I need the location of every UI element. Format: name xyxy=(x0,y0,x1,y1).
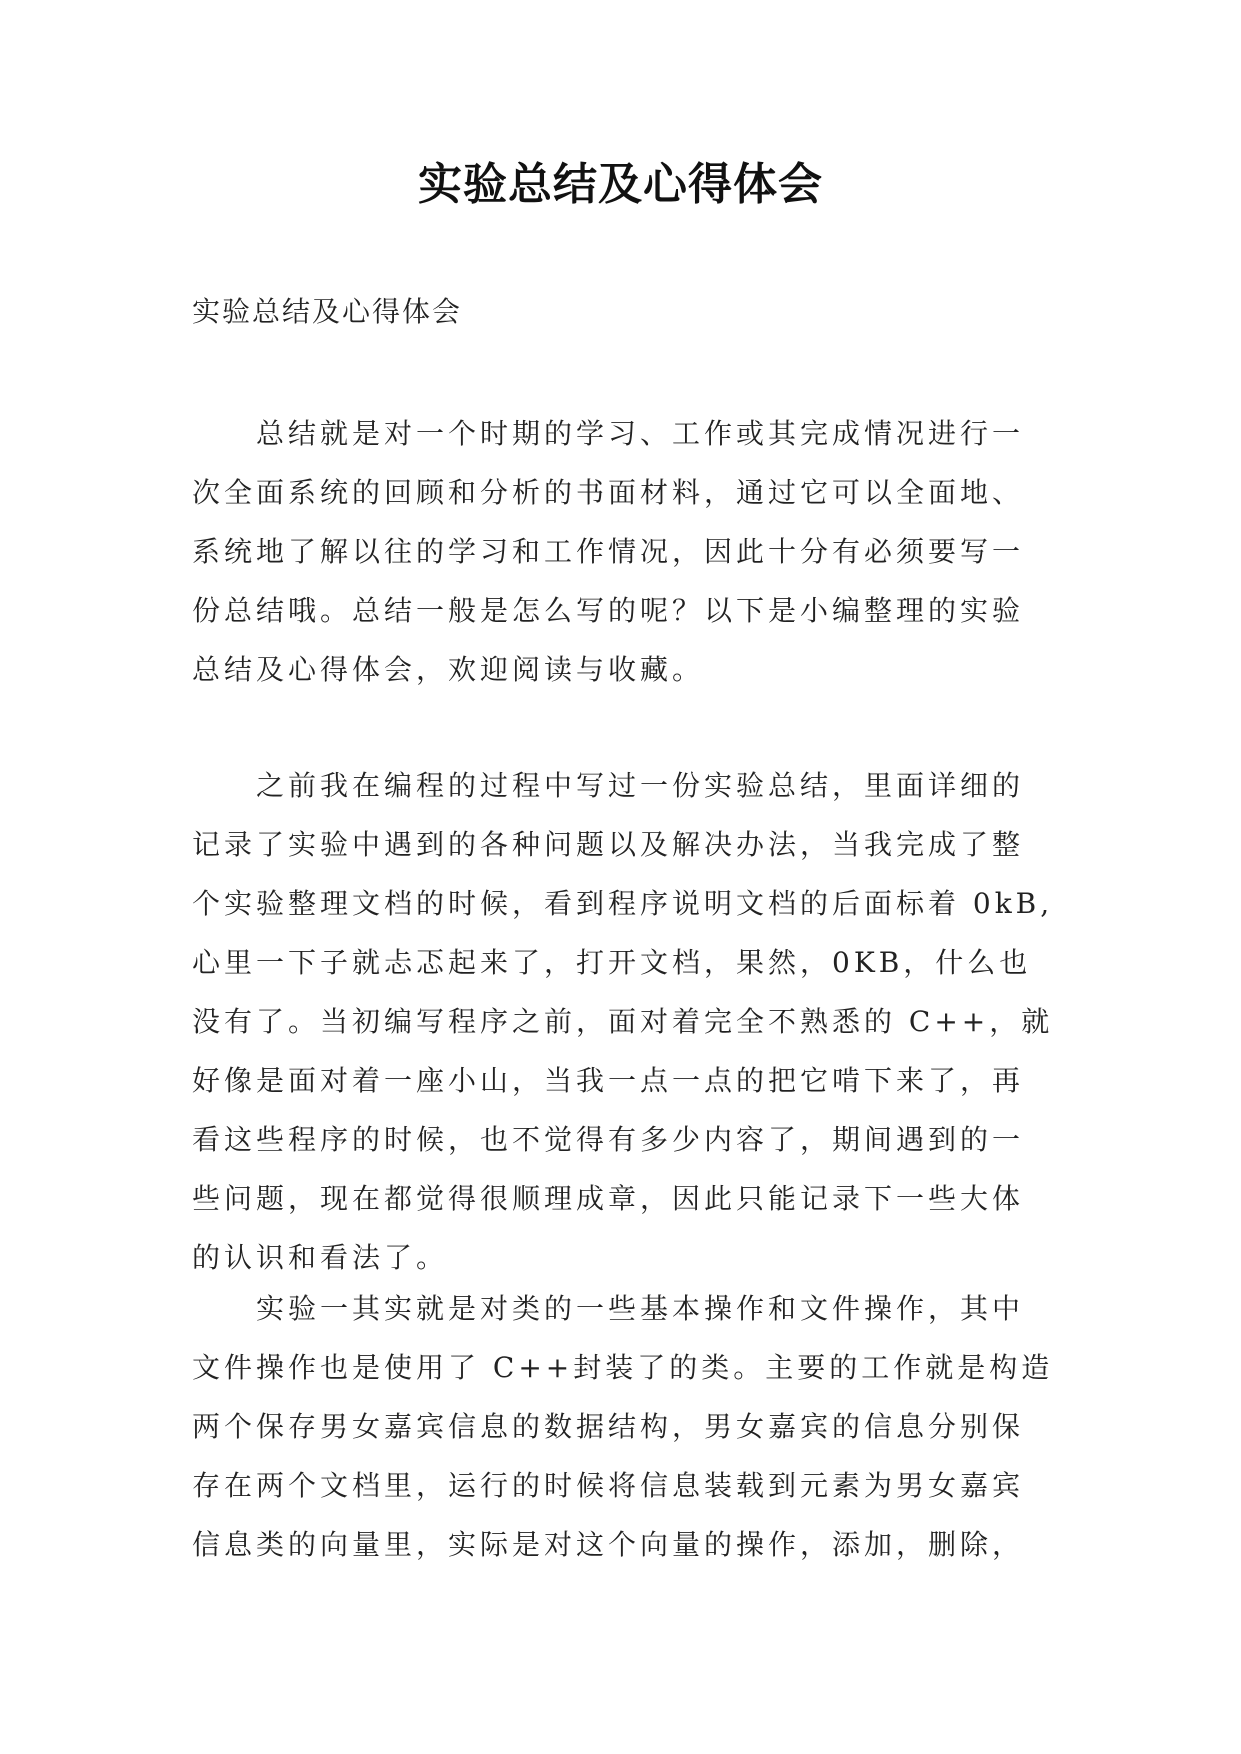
paragraph-line: 存在两个文档里，运行的时候将信息装载到元素为男女嘉宾 xyxy=(192,1469,1025,1502)
document-subtitle: 实验总结及心得体会 xyxy=(192,295,463,328)
paragraph-line: 之前我在编程的过程中写过一份实验总结，里面详细的 xyxy=(256,769,1025,802)
paragraph-line: 实验一其实就是对类的一些基本操作和文件操作，其中 xyxy=(256,1292,1025,1325)
paragraph-line: 没有了。当初编写程序之前，面对着完全不熟悉的 C++，就 xyxy=(192,1005,1054,1038)
paragraph-line: 两个保存男女嘉宾信息的数据结构，男女嘉宾的信息分别保 xyxy=(192,1410,1025,1443)
paragraph-experience xyxy=(192,756,1092,1287)
paragraph-line: 心里一下子就忐忑起来了，打开文档，果然，0KB，什么也 xyxy=(192,946,1032,979)
paragraph-line: 文件操作也是使用了 C++封装了的类。主要的工作就是构造 xyxy=(192,1351,1054,1384)
paragraph-line: 记录了实验中遇到的各种问题以及解决办法，当我完成了整 xyxy=(192,828,1025,861)
paragraph-line: 看这些程序的时候，也不觉得有多少内容了，期间遇到的一 xyxy=(192,1123,1025,1156)
paragraph-intro xyxy=(192,404,1092,699)
paragraph-line: 份总结哦。总结一般是怎么写的呢？以下是小编整理的实验 xyxy=(192,594,1025,627)
paragraph-line: 个实验整理文档的时候，看到程序说明文档的后面标着 0kB, xyxy=(192,887,1054,920)
paragraph-line: 总结就是对一个时期的学习、工作或其完成情况进行一 xyxy=(256,417,1025,450)
paragraph-experiment-one xyxy=(192,1279,1092,1574)
paragraph-line: 信息类的向量里，实际是对这个向量的操作，添加，删除， xyxy=(192,1528,1025,1561)
document-title: 实验总结及心得体会 xyxy=(418,159,823,210)
paragraph-line: 些问题，现在都觉得很顺理成章，因此只能记录下一些大体 xyxy=(192,1182,1025,1215)
paragraph-line: 次全面系统的回顾和分析的书面材料，通过它可以全面地、 xyxy=(192,476,1025,509)
paragraph-line: 总结及心得体会，欢迎阅读与收藏。 xyxy=(192,653,705,686)
paragraph-line: 系统地了解以往的学习和工作情况，因此十分有必须要写一 xyxy=(192,535,1025,568)
paragraph-line: 好像是面对着一座小山，当我一点一点的把它啃下来了，再 xyxy=(192,1064,1025,1097)
paragraph-line: 的认识和看法了。 xyxy=(192,1241,449,1274)
